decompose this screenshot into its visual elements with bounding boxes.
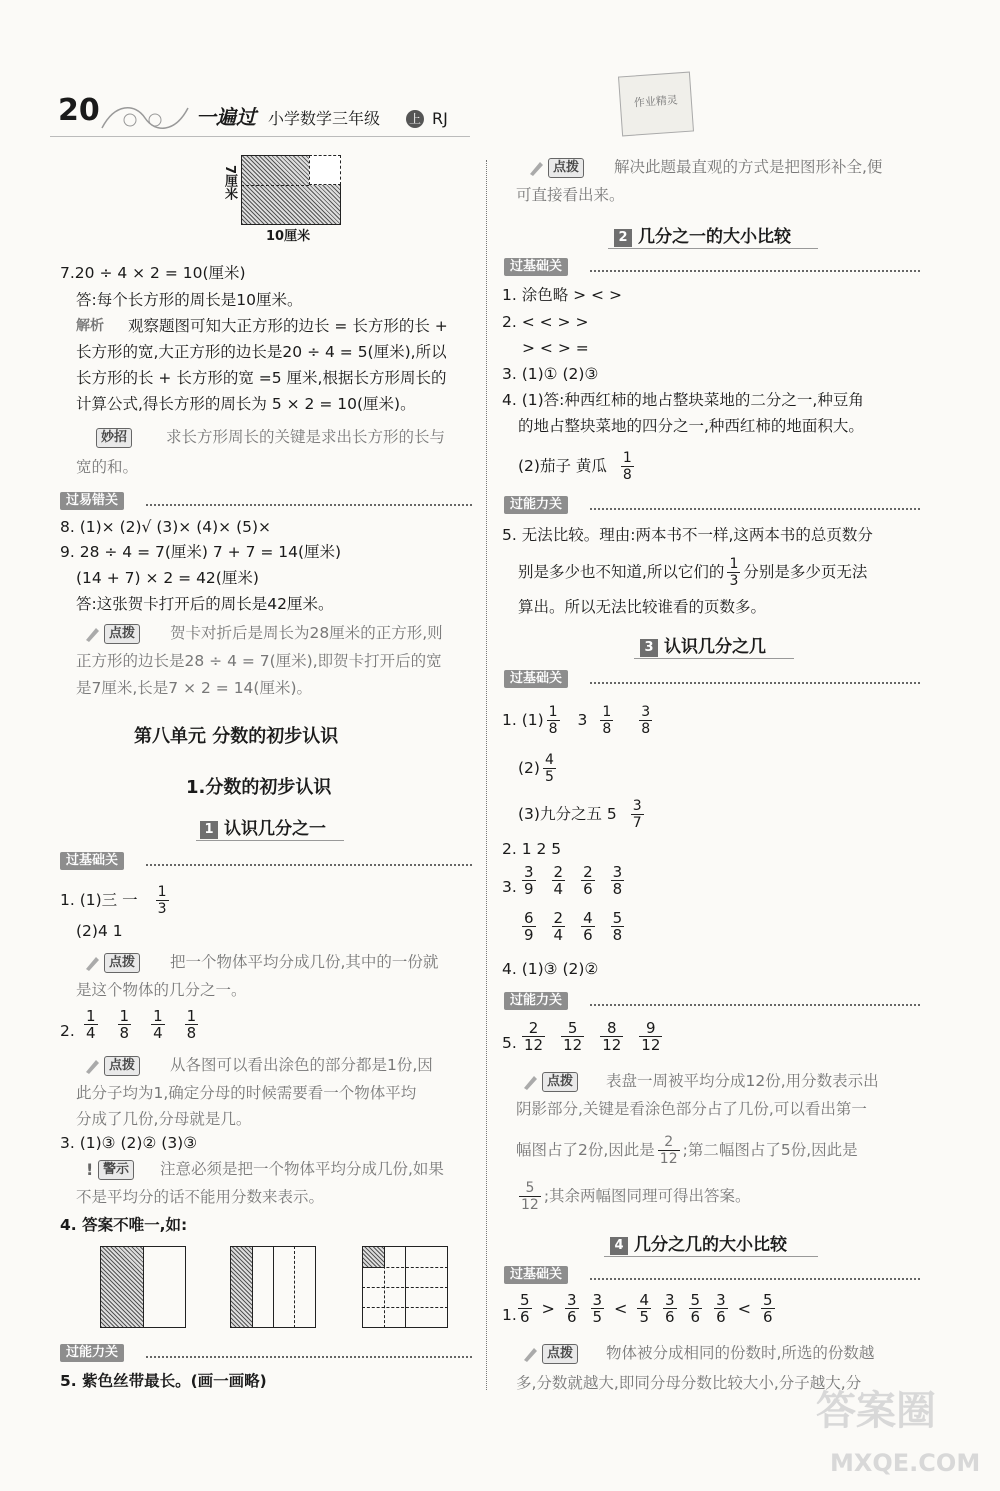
- fraction: $\frac{1}{4}$: [86, 1007, 96, 1042]
- header-subtitle: 小学数学三年级: [268, 109, 381, 128]
- s3-q1-line: 1. (1) $\frac{1}{8}$ 3 $\frac{1}{8}$ $\frac{3}{8}$: [502, 704, 651, 737]
- s1-q1-line: 1. (1)三 一 $\frac{1}{3}$: [60, 884, 167, 917]
- tag-dotted-line: [590, 1278, 920, 1280]
- s1-q4: 4. 答案不唯一,如:: [60, 1216, 188, 1234]
- q9-tip-line: 贺卡对折后是周长为28厘米的正方形,则: [170, 624, 443, 642]
- s4-tip-line: 物体被分成相同的份数时,所选的份数越: [606, 1344, 875, 1362]
- fraction: $\frac{3}{5}$: [592, 1291, 603, 1326]
- s4-q1-comparisons: [512, 1292, 781, 1325]
- s1-q2-label: 2.: [60, 1022, 75, 1040]
- q7-tip-line: 宽的和。: [76, 458, 139, 476]
- section-tag-basic: 过基础关: [60, 852, 124, 870]
- tag-dotted-line: [146, 1356, 472, 1358]
- fraction: $\frac{5}{6}$: [763, 1291, 773, 1326]
- volume-badge: 上: [406, 110, 424, 128]
- s1-q1-line: (2)4 1: [76, 922, 123, 940]
- trick-tip-label: 妙招: [96, 428, 132, 448]
- fraction: $\frac{4}{6}$: [583, 909, 593, 944]
- half-shaded-rectangle: [100, 1246, 186, 1328]
- q7-answer: 答:每个长方形的周长是10厘米。: [76, 291, 303, 309]
- section-tag-ability: 过能力关: [504, 496, 568, 514]
- header-edition: RJ: [432, 109, 448, 128]
- fraction: $\frac{5}{12}$: [563, 1019, 583, 1054]
- s1-q5: 5. 紫色丝带最长。(画一画略): [60, 1372, 267, 1390]
- tag-dotted-line: [590, 508, 920, 510]
- header-underline: [50, 136, 470, 137]
- s2-q2-line: > < > =: [522, 339, 589, 357]
- column-divider: [486, 160, 487, 1390]
- s3-q5-fractions: [514, 1020, 670, 1053]
- fraction: $\frac{3}{9}$: [524, 863, 534, 898]
- tag-dotted-line: [146, 504, 472, 506]
- warning-icon: !: [86, 1160, 94, 1179]
- s3-tip-line: 阴影部分,关键是看涂色部分占了几份,可以看出第一: [516, 1100, 867, 1118]
- section-tag-error: 过易错关: [60, 492, 124, 510]
- s3-tip-line: 幅图占了2份,因此是 $\frac{2}{12}$ ;第二幅图占了5份,因此是: [516, 1134, 858, 1167]
- section-tag-basic: 过基础关: [504, 258, 568, 276]
- s4-q1-label: 1.: [502, 1306, 517, 1324]
- section-tag-ability: 过能力关: [504, 992, 568, 1010]
- s1-tip-line: 是这个物体的几分之一。: [76, 981, 247, 999]
- fraction: $\frac{5}{8}$: [612, 909, 623, 944]
- hint-tip-label: 点拨: [542, 1072, 578, 1092]
- q9-line: (14 + 7) × 2 = 42(厘米): [76, 569, 259, 587]
- hint-tip-label: 点拨: [104, 953, 140, 973]
- figure-height-label: 7厘米: [222, 165, 237, 201]
- section-2-title: 2 几分之一的大小比较: [614, 222, 791, 247]
- eighth-shaded-rectangle: [362, 1246, 448, 1328]
- s2-q5-line: 算出。所以无法比较谁看的页数多。: [518, 598, 767, 616]
- watermark-url: MXQE.COM: [830, 1449, 981, 1477]
- section-tag-ability: 过能力关: [60, 1344, 124, 1362]
- warning-tip-label: 警示: [98, 1160, 134, 1180]
- s2-q3: 3. (1)① (2)③: [502, 365, 599, 383]
- fraction: $\frac{9}{12}$: [641, 1019, 661, 1054]
- s4-tip-line: 多,分数就越大,即同分母分数比较大小,分子越大,分: [516, 1374, 862, 1392]
- q9-tip-line: 正方形的边长是28 ÷ 4 = 7(厘米),即贺卡打开后的宽: [76, 652, 442, 670]
- tag-dotted-line: [590, 1004, 920, 1006]
- header-brand: 一遍过: [196, 105, 256, 129]
- s2-q5-line: 别是多少也不知道,所以它们的 $\frac{1}{3}$ 分别是多少页无法: [518, 556, 868, 589]
- fraction: $\frac{5}{6}$: [690, 1291, 701, 1326]
- s2-q4-line: 的地占整块菜地的四分之一,种西红柿的地面积大。: [518, 417, 864, 435]
- fraction: $\frac{1}{4}$: [153, 1007, 163, 1042]
- section-tag-basic: 过基础关: [504, 670, 568, 688]
- s2-q1: 1. 涂色略 > < >: [502, 286, 622, 304]
- header-decoration-icon: [100, 98, 190, 134]
- s3-tip-line: $\frac{5}{12}$ ;其余两幅图同理可得出答案。: [521, 1180, 751, 1213]
- s3-q3-row: [514, 864, 632, 897]
- hint-tip-label: 点拨: [548, 158, 584, 178]
- fraction: $\frac{3}{6}$: [716, 1291, 726, 1326]
- tag-dotted-line: [146, 864, 472, 866]
- q9-line: 答:这张贺卡打开后的周长是42厘米。: [76, 595, 334, 613]
- fraction: $\frac{2}{6}$: [583, 863, 593, 898]
- s1-q2-tip-line: 从各图可以看出涂色的部分都是1份,因: [170, 1056, 433, 1074]
- q8: 8. (1)× (2)√ (3)× (4)× (5)×: [60, 518, 272, 536]
- comparison-sign: <: [614, 1299, 628, 1318]
- pencil-icon: [522, 1344, 540, 1362]
- q7-analysis-line: 计算公式,得长方形的周长为 5 × 2 = 10(厘米)。: [76, 395, 416, 413]
- fraction: $\frac{2}{4}$: [553, 909, 564, 944]
- s3-q2: 2. 1 2 5: [502, 840, 562, 858]
- section-tag-basic: 过基础关: [504, 1266, 568, 1284]
- hint-tip-label: 点拨: [104, 1056, 140, 1076]
- comparison-sign: <: [737, 1299, 752, 1318]
- pencil-icon: [84, 1056, 102, 1074]
- hint-tip-label: 点拨: [542, 1344, 578, 1364]
- r-tip-line: 可直接看出来。: [516, 186, 625, 204]
- section-4-title: 4 几分之几的大小比较: [610, 1230, 787, 1255]
- figure-width-label: 10厘米: [266, 229, 311, 244]
- q7-analysis-line: 观察题图可知大正方形的边长 = 长方形的长 +: [128, 317, 448, 335]
- section-underline: [604, 1256, 818, 1257]
- watermark-logo: 答案圈: [816, 1388, 936, 1434]
- fraction: $\frac{3}{6}$: [566, 1291, 577, 1326]
- s3-tip-line: 表盘一周被平均分成12份,用分数表示出: [606, 1072, 879, 1090]
- stamp-logo: 作业精灵: [618, 72, 694, 137]
- s2-q4-line: 4. (1)答:种西红柿的地占整块菜地的二分之一,种豆角: [502, 391, 864, 409]
- hint-tip-label: 点拨: [104, 624, 140, 644]
- fraction: $\frac{1}{8}$: [119, 1007, 130, 1042]
- q7-calc: 7.20 ÷ 4 × 2 = 10(厘米): [60, 264, 246, 282]
- s2-q2-line: 2. < < > >: [502, 313, 589, 331]
- q7-analysis-label: 解析: [76, 318, 104, 334]
- section-underline: [608, 248, 818, 249]
- s2-q4-line: (2)茄子 黄瓜 $\frac{1}{8}$: [518, 450, 632, 483]
- s3-q3-row: [514, 910, 632, 943]
- s3-q3-label: 3.: [502, 878, 517, 896]
- q7-tip-line: 求长方形周长的关键是求出长方形的长与: [166, 428, 446, 446]
- s1-q2-fractions: [74, 1008, 208, 1041]
- comparison-sign: >: [541, 1299, 555, 1318]
- s1-q3: 3. (1)③ (2)② (3)③: [60, 1134, 198, 1152]
- q9-tip-line: 是7厘米,长是7 × 2 = 14(厘米)。: [76, 679, 313, 697]
- pencil-icon: [522, 1072, 540, 1090]
- fraction: $\frac{2}{12}$: [524, 1019, 544, 1054]
- s3-q5-label: 5.: [502, 1034, 517, 1052]
- s1-q2-tip-line: 分成了几份,分母就是几。: [76, 1110, 252, 1128]
- square-figure: [241, 155, 341, 225]
- s3-q1-line: (3)九分之五 5 $\frac{3}{7}$: [518, 798, 642, 831]
- s3-q4: 4. (1)③ (2)②: [502, 960, 599, 978]
- s3-q1-line: (2) $\frac{4}{5}$: [518, 752, 554, 785]
- lesson-title: 1.分数的初步认识: [186, 777, 332, 798]
- pencil-icon: [84, 953, 102, 971]
- fraction: $\frac{3}{8}$: [612, 863, 623, 898]
- s1-q3-warn-line: 注意必须是把一个物体平均分成几份,如果: [160, 1160, 444, 1178]
- q7-analysis-line: 长方形的长 + 长方形的宽 =5 厘米,根据长方形周长的: [76, 369, 447, 387]
- s1-q2-tip-line: 此分子均为1,确定分母的时候需要看一个物体平均: [76, 1084, 417, 1102]
- tag-dotted-line: [590, 682, 920, 684]
- page-number: 20: [58, 93, 100, 128]
- quarter-shaded-rectangle: [230, 1246, 316, 1328]
- fraction: $\frac{1}{8}$: [186, 1007, 197, 1042]
- r-tip-line: 解决此题最直观的方式是把图形补全,便: [614, 158, 883, 176]
- pencil-icon: [84, 624, 102, 642]
- section-underline: [634, 658, 794, 659]
- q9-line: 9. 28 ÷ 4 = 7(厘米) 7 + 7 = 14(厘米): [60, 543, 342, 561]
- section-1-title: 1 认识几分之一: [200, 814, 326, 839]
- fraction: $\frac{3}{6}$: [665, 1291, 675, 1326]
- fraction: $\frac{5}{6}$: [520, 1291, 530, 1326]
- s2-q5-line: 5. 无法比较。理由:两本书不一样,这两本书的总页数分: [502, 526, 873, 544]
- pencil-icon: [528, 158, 546, 176]
- fraction: $\frac{8}{12}$: [602, 1019, 622, 1054]
- s1-q3-warn-line: 不是平均分的话不能用分数来表示。: [76, 1188, 325, 1206]
- fraction: $\frac{6}{9}$: [524, 909, 534, 944]
- q7-analysis-line: 长方形的宽,大正方形的边长是20 ÷ 4 = 5(厘米),所以: [76, 343, 447, 361]
- s1-tip-line: 把一个物体平均分成几份,其中的一份就: [170, 953, 439, 971]
- section-underline: [196, 840, 344, 841]
- section-3-title: 3 认识几分之几: [640, 632, 766, 657]
- tag-dotted-line: [590, 270, 920, 272]
- fraction: $\frac{2}{4}$: [553, 863, 564, 898]
- fraction: $\frac{4}{5}$: [639, 1291, 649, 1326]
- unit-title: 第八单元 分数的初步认识: [134, 726, 339, 747]
